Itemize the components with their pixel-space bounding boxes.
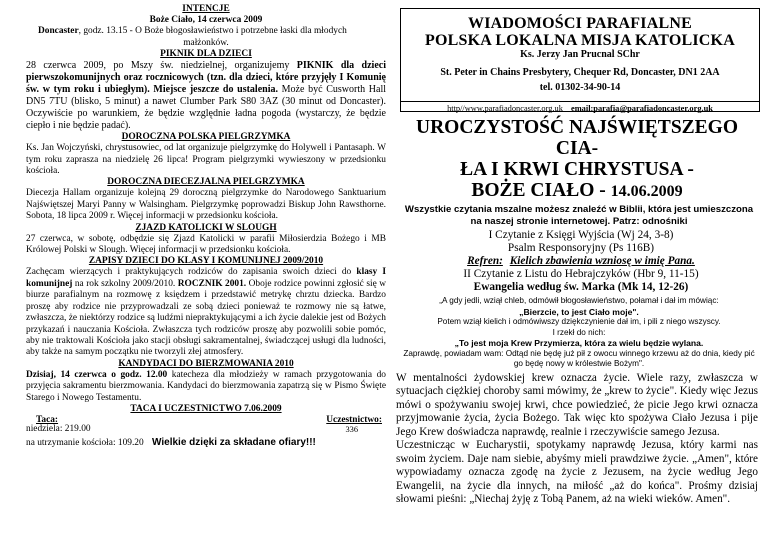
- taca-label: Taca:: [36, 414, 59, 425]
- zapisy-heading: ZAPISY DZIECI DO KLASY I KOMUNIJNEJ 2009/2010: [88, 256, 324, 267]
- right-column: [394, 0, 768, 543]
- zjazd-paragraph: 27 czerwca, w sobotę, odbędzie się Zjazd Katolicki w parafii Miłosierdzia Bożego i MB Królowej Polski w Slough. Więcej informacji w przedsionku kościoła.: [26, 233, 386, 256]
- gospel-quote: „A gdy jedli, wziął chleb, odmówił błogosławieństwo, połamał i dał im mówiąc: „Bierzcie, to jest Ciało moje". Potem wziął kielich i odmówiwszy dziękczynienie dał im, i pili z niego wszyscy. I rzekł do nich: „To jest moja Krew Przymierza, która za wielu będzie wylana. Zaprawdę, powiadam wam: Odtąd nie będę już pił z owocu winnego krzewu aż do dnia, kiedy pić go będę nowy w królestwie Bożym".: [403, 296, 755, 368]
- feast-date: 14.06.2009: [610, 183, 683, 200]
- reading-1: I Czytanie z Księgi Wyjścia (Wj 24, 3-8): [488, 229, 674, 241]
- piknik-heading: PIKNIK DLA DZIECI: [160, 49, 252, 60]
- masthead-tel: tel. 01302-34-90-14: [539, 82, 621, 93]
- intencje-heading: INTENCJE: [182, 4, 230, 14]
- feast-title: UROCZYSTOŚĆ NAJŚWIĘTSZEGO CIA- ŁA I KRWI CHRYSTUSA - BOŻE CIAŁO - 14.06.2009: [415, 117, 739, 201]
- uczestnictwo-value: 336: [345, 425, 358, 435]
- piknik-paragraph: 28 czerwca 2009, po Mszy św. niedzielnej, organizujemy PIKNIK dla dzieci pierwszokomunijnych oraz rocznicowych (tzn. dla dzieci, które przyjęły I Komunię św. w tym roku i ubiegłym). Miejsce jeszcze do ustalenia. Może być Cusworth Hall DN5 7TU (blisko, 5 minut) a nawet Clumber Park S80 3AZ (30 minut od Doncaster). Oczywiście po warunkiem, że będzie względnie ładna pogoda (wystarczy, że będzie ciepło i nie będzie padać).: [26, 60, 386, 132]
- homily-paragraph-1: W mentalności żydowskiej krew oznacza życie. Wiele razy, zwłaszcza w sytuacjach ciężkiej choroby sami mówimy, że „krew to życie". Kiedy więc Jezus mówi o spożywaniu swojej krwi, chce powiedzieć, że picie Jego krwi oznacza przyjmowanie życia, życia Bożego. Tak więc kto spożywa Ciało Jezusa i pije Jego Krew doświadcza naprawdę, realnie i rzeczywiście samego Jezusa.: [396, 371, 759, 438]
- masthead-priest: Ks. Jerzy Jan Prucnal SChr: [520, 49, 640, 60]
- masthead-box: [400, 8, 760, 112]
- homily-paragraph-2: Uczestnicząc w Eucharystii, spotykamy naprawdę Jezusa, który karmi nas swoim życiem. Daje nam siebie, abyśmy mieli prawdziwe życie. „Amen", które wypowiadamy oznacza zgodę na życie z Jezusem, na życie według Jego Ewangelii, na życie dla innych, na miłość „aż do końca". Prośmy dzisiaj słowami pieśni: „Niechaj żyję z Tobą Panem, aż na wieki wieków. Amen".: [396, 439, 758, 505]
- refrain: Refren: Kielich zbawienia wzniosę w imię Pana.: [467, 255, 695, 267]
- doroczna-heading: DOROCZNA POLSKA PIELGRZYMKA: [121, 132, 291, 143]
- reading-2: II Czytanie z Listu do Hebrajczyków (Hbr 9, 11-15): [463, 268, 699, 280]
- masthead-address: St. Peter in Chains Presbytery, Chequer Rd, Doncaster, DN1 2AA: [440, 67, 720, 78]
- gospel: Ewangelia według św. Marka (Mk 14, 12-26): [473, 281, 689, 293]
- diecezjalna-heading: DOROCZNA DIECEZJALNA PIELGRZYMKA: [107, 177, 305, 188]
- masthead-divider: [401, 101, 759, 102]
- bierzmowania-paragraph: Dzisiaj, 14 czerwca o godz. 12.00 katecheza dla młodzieży w ramach przygotowania do przyjęcia sakramentu bierzmowania. Kandydaci do bierzmowania zapatrzą się w Pismo Święte Starego i Nowego Testamentu.: [26, 369, 386, 403]
- readings-note: Wszystkie czytania mszalne możesz znaleźć w Biblii, która jest umieszczona na naszej stronie internetowej. Patrz: odnośniki: [404, 204, 754, 227]
- uczestnictwo-label: Uczestnictwo:: [326, 414, 382, 425]
- zjazd-heading: ZJAZD KATOLICKI W SLOUGH: [135, 222, 277, 233]
- email-link[interactable]: email:parafia@parafiadoncaster.org.uk: [570, 104, 713, 113]
- masthead-title: WIADOMOŚCI PARAFIALNE: [468, 15, 692, 32]
- intencje-text-cont: małżonków.: [183, 37, 229, 48]
- taca-utrzymanie: na utrzymanie kościoła: 109.20: [26, 437, 144, 448]
- intencje-date: Boże Ciało, 14 czerwca 2009: [149, 15, 263, 25]
- taca-utrzymanie-row: [26, 437, 386, 449]
- zapisy-paragraph: Zachęcam wierzących i praktykujących rodziców do zapisania swoich dzieci do klasy I komunijnej na rok szkolny 2009/2010. ROCZNIK 2001. Oboje rodzice powinni zgłosić się w biurze parafialnym na rozmowę z księdzem i przedstawić metrykę chrztu dziecka. Bardzo proszę aby rodzice nie przyprowadzali ze sobą dzieci ponieważ te rozmowy nie są łatwe, zwłaszcza, że niektórzy rodzice są ludźmi niepraktykującymi a ich życie dalekie jest od Bożych przykazań i nauczania Kościoła. Zwłaszcza tych rodziców proszę aby pozwolili sobie pomóc, aby nie traktowali Kościoła jako stacji obsługi sakramentalnej, świadczącej usługi dla ludności, aby także na samym początku nie tworzyli złej atmosfery.: [26, 267, 386, 358]
- taca-heading: TACA I UCZESTNICTWO 7.06.2009: [130, 403, 282, 414]
- thanks-text: Wielkie dzięki za składane ofiary!!!: [152, 436, 316, 448]
- intencje-text: Doncaster, godz. 13.15 - O Boże błogosławieństwo i potrzebne łaski dla młodych: [38, 26, 347, 37]
- masthead-subtitle: POLSKA LOKALNA MISJA KATOLICKA: [425, 32, 735, 49]
- psalm: Psalm Responsoryjny (Ps 116B): [507, 242, 655, 254]
- diecezjalna-paragraph: Diecezja Hallam organizuje kolejną 29 doroczną pielgrzymke do Narodowego Sanktuarium Najświętszej Maryi Panny w Walsingham. Pielgrzymkę poprowadzi Biskup John Rawsthorne. Sobota, 18 lipca 2009 r. Więcej informacji w przedsionku kościoła.: [26, 188, 386, 222]
- website-link[interactable]: http//www.parafiadoncaster.org.uk: [447, 104, 563, 113]
- masthead-web-row: [401, 103, 759, 114]
- taca-niedziela: niedziela: 219.00: [26, 424, 91, 435]
- bierzmowania-heading: KANDYDACI DO BIERZMOWANIA 2010: [118, 358, 294, 369]
- doroczna-paragraph: Ks. Jan Wojczyński, chrystusowiec, od lat organizuje pielgrzymkę do Holywell i Pantasaph. W tym roku zaprasza na niedzielę 26 lipca! Program pielgrzymki wywieszony w przedsionku kościoła.: [26, 143, 386, 177]
